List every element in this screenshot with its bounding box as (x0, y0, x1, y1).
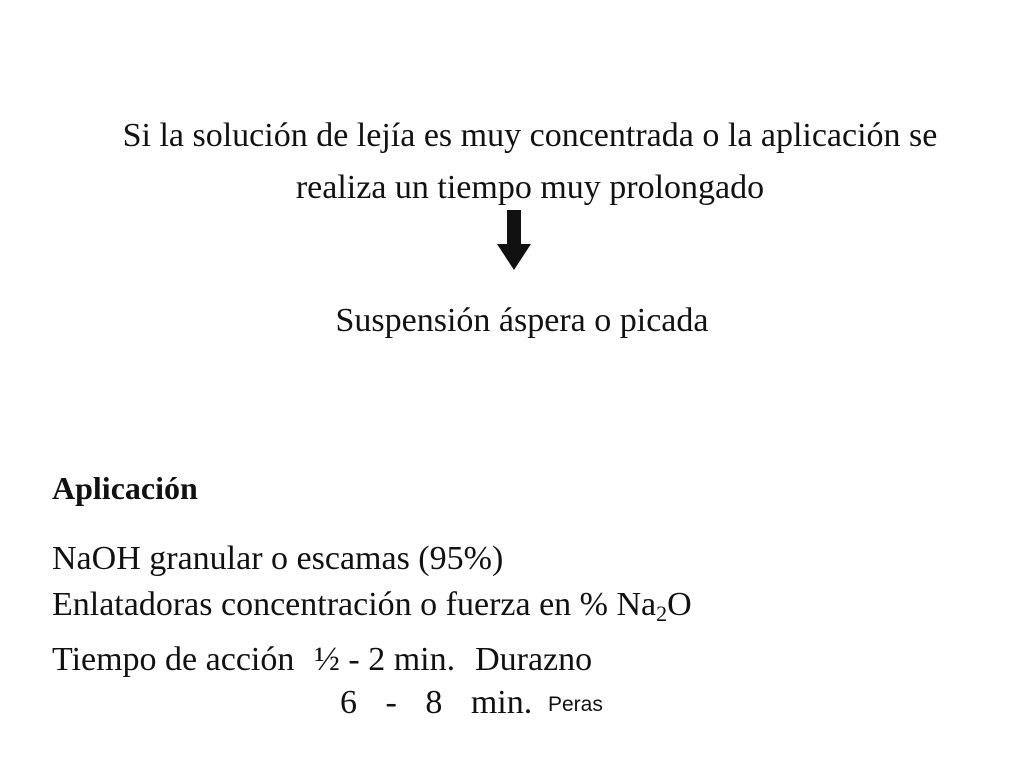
fruit-durazno: Durazno (475, 641, 593, 678)
fruit-peras: Peras (548, 693, 603, 716)
section-title: Aplicación (52, 470, 198, 506)
time-value-durazno: ½ - 2 min. (314, 641, 456, 678)
intro-statement (60, 110, 1000, 214)
concentration-text: Enlatadoras concentración o fuerza en % Na (52, 586, 657, 623)
detail-line-time (52, 637, 692, 683)
down-arrow-icon (497, 210, 531, 270)
intro-line-1: Si la solución de lejía es muy concentrada o la aplicación se (122, 117, 938, 154)
time-label: Tiempo de acción (52, 641, 295, 678)
detail-line-naoh: NaOH granular o escamas (95%) (52, 540, 504, 577)
intro-line-2: realiza un tiempo muy prolongado (295, 169, 765, 206)
oxide-suffix: O (667, 586, 692, 623)
result-text: Suspensión áspera o picada (335, 302, 709, 339)
sodium-subscript: 2 (656, 601, 668, 626)
time-value-peras: 6 - 8 min. (340, 684, 533, 721)
detail-line-concentration (52, 582, 692, 637)
application-details (52, 536, 692, 683)
